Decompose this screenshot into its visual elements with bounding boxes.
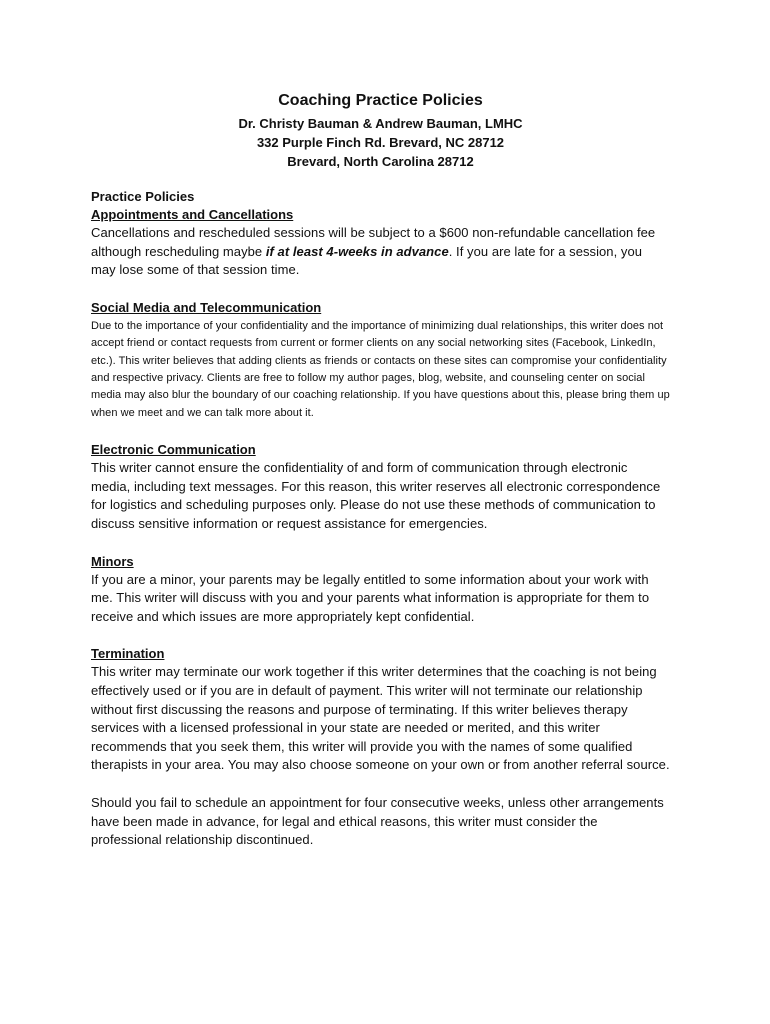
- social-media-text: Due to the importance of your confidentiality and the importance of minimizing dual relationships, this writer does not accept friend or contact requests from current or former clients on any social networking sites (Facebook, LinkedIn, etc.). This writer believes that adding clients as friends or contacts on these sites can compromise your confidentiality and respective privacy. Clients are free to follow my author pages, blog, website, and counseling center on social media may also blur the boundary of our coaching relationship. If you have questions about this, please bring them up when we meet and we can talk more about it.: [91, 319, 670, 419]
- electronic-heading: Electronic Communication: [91, 442, 256, 458]
- minors-section: [91, 553, 670, 627]
- document-title: Coaching Practice Policies: [278, 92, 483, 109]
- appointments-text-before: Cancellations and rescheduled sessions will be subject to a $600 non-refundable cancellation fee although rescheduling maybe: [91, 225, 656, 259]
- appointments-text-after: . If you are late for a session, you may lose some of that session time.: [91, 243, 643, 278]
- appointments-emphasis: if at least 4-weeks in advance: [265, 243, 449, 259]
- electronic-text: This writer cannot ensure the confidentiality of and form of communication through electronic media, including text messages. For this reason, this writer reserves all electronic correspondence for logistics and scheduling purposes only. Please do not use these methods of communication to discuss sensitive information or request assistance for emergencies.: [91, 460, 661, 531]
- practice-policies-heading: Practice Policies: [91, 189, 195, 204]
- address-line-2: Brevard, North Carolina 28712: [287, 154, 474, 169]
- address-line-1: 332 Purple Finch Rd. Brevard, NC 28712: [256, 135, 505, 150]
- minors-text: If you are a minor, your parents may be legally entitled to some information about your work with me. This writer will discuss with you and your parents what information is appropriate for them to receive and which issues are more appropriately kept confidential.: [91, 571, 650, 624]
- termination-heading: Termination: [91, 646, 165, 662]
- minors-heading: Minors: [91, 553, 134, 569]
- termination-section: [91, 645, 670, 849]
- electronic-section: [91, 441, 670, 533]
- appointments-text: [91, 224, 670, 280]
- appointments-heading: Appointments and Cancellations: [91, 207, 294, 222]
- social-media-section: [91, 299, 670, 422]
- termination-text: This writer may terminate our work together if this writer determines that the coaching is not being effectively used or if you are in default of payment. This writer will not terminate our relationship without first discussing the reasons and purpose of terminating. If this writer believes therapy services with a licensed professional in your state are needed or merited, and this writer recommends that you seek them, this writer will provide you with the names of some qualified therapists in your area. You may also choose someone on your own or from another referral source.: [91, 664, 670, 773]
- termination-text-2: Should you fail to schedule an appointment for four consecutive weeks, unless other arrangements have been made in advance, for legal and ethical reasons, this writer must consider the professional relationship discontinued.: [91, 794, 664, 848]
- practitioner-names: Dr. Christy Bauman & Andrew Bauman, LMHC: [238, 116, 523, 131]
- social-media-heading: Social Media and Telecommunication: [91, 299, 322, 315]
- appointments-section: [91, 206, 670, 280]
